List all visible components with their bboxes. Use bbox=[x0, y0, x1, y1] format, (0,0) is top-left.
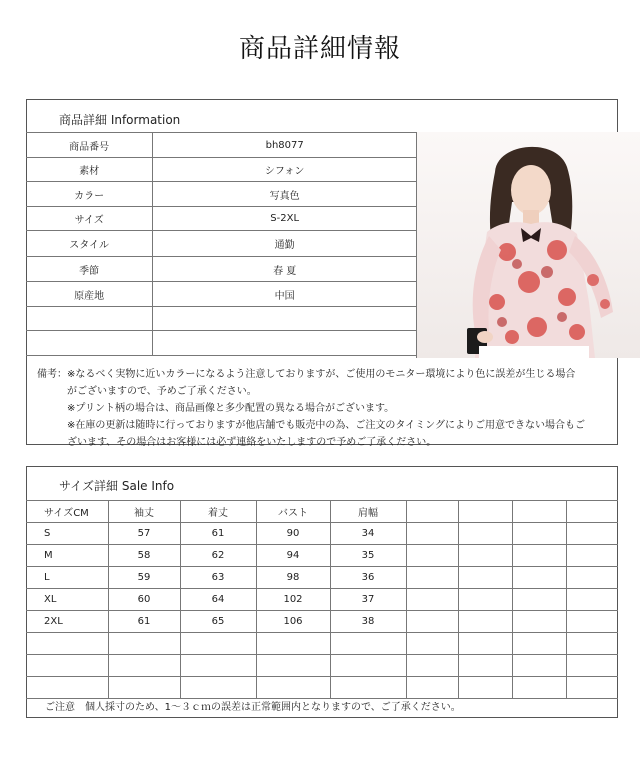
size-cell bbox=[458, 589, 512, 611]
size-cell: 60 bbox=[108, 589, 180, 611]
note-line: ※プリント柄の場合は、商品画像と多少配置の異なる場合がございます。 bbox=[37, 403, 395, 414]
size-cell bbox=[458, 611, 512, 633]
size-cell bbox=[330, 633, 406, 655]
size-header-cell bbox=[458, 501, 512, 523]
product-row-label: 素材 bbox=[26, 158, 153, 182]
size-cell bbox=[566, 589, 618, 611]
size-cell bbox=[26, 655, 108, 677]
size-cell bbox=[566, 655, 618, 677]
size-cell bbox=[512, 567, 566, 589]
product-row bbox=[26, 207, 417, 231]
size-cell bbox=[406, 567, 458, 589]
size-footnote: ご注意 個人採寸のため、1～３ｃｍの誤差は正常範囲内となりますので、ご了承ください。 bbox=[45, 702, 461, 713]
size-cell: 106 bbox=[256, 611, 330, 633]
size-cell bbox=[406, 589, 458, 611]
size-row bbox=[26, 655, 618, 677]
size-cell bbox=[108, 677, 180, 699]
product-row-value: シフォン bbox=[153, 158, 417, 182]
size-cell bbox=[566, 611, 618, 633]
size-cell: 37 bbox=[330, 589, 406, 611]
product-row bbox=[26, 231, 417, 257]
product-row bbox=[26, 158, 417, 182]
size-cell bbox=[256, 677, 330, 699]
size-cell: 102 bbox=[256, 589, 330, 611]
size-header-cell bbox=[406, 501, 458, 523]
size-cell: 59 bbox=[108, 567, 180, 589]
size-header-cell: 肩幅 bbox=[330, 501, 406, 523]
size-cell bbox=[330, 677, 406, 699]
size-row bbox=[26, 523, 618, 545]
size-cell: 65 bbox=[180, 611, 256, 633]
size-cell bbox=[26, 677, 108, 699]
size-header-cell: 着丈 bbox=[180, 501, 256, 523]
size-cell bbox=[458, 655, 512, 677]
size-cell: 61 bbox=[108, 611, 180, 633]
size-header-cell: サイズCM bbox=[26, 501, 108, 523]
size-section-title: サイズ詳細 Sale Info bbox=[59, 479, 175, 493]
page-title: 商品詳細情報 bbox=[238, 34, 401, 64]
size-row bbox=[26, 545, 618, 567]
product-section-title: 商品詳細 Information bbox=[59, 113, 181, 127]
product-row bbox=[26, 331, 417, 356]
size-cell bbox=[256, 633, 330, 655]
size-header-cell: バスト bbox=[256, 501, 330, 523]
model-photo-illustration bbox=[417, 132, 640, 358]
size-cell bbox=[180, 633, 256, 655]
product-row-label bbox=[26, 331, 153, 356]
size-cell bbox=[180, 677, 256, 699]
size-cell: 62 bbox=[180, 545, 256, 567]
size-cell: S bbox=[26, 523, 108, 545]
product-row bbox=[26, 257, 417, 282]
size-cell: 57 bbox=[108, 523, 180, 545]
size-cell bbox=[458, 545, 512, 567]
product-info-table bbox=[26, 132, 417, 356]
product-row bbox=[26, 133, 417, 158]
size-header-cell: 袖丈 bbox=[108, 501, 180, 523]
size-cell bbox=[566, 545, 618, 567]
size-cell: 64 bbox=[180, 589, 256, 611]
product-row-label: サイズ bbox=[26, 207, 153, 231]
product-row-value: S-2XL bbox=[153, 207, 417, 231]
size-cell bbox=[566, 567, 618, 589]
product-row-value: 中国 bbox=[153, 282, 417, 307]
product-row bbox=[26, 182, 417, 207]
size-row bbox=[26, 677, 618, 699]
size-cell: 36 bbox=[330, 567, 406, 589]
size-cell: 35 bbox=[330, 545, 406, 567]
product-row-value: 春 夏 bbox=[153, 257, 417, 282]
product-row-value bbox=[153, 331, 417, 356]
size-cell: XL bbox=[26, 589, 108, 611]
size-cell: 61 bbox=[180, 523, 256, 545]
size-cell bbox=[406, 545, 458, 567]
size-header-cell bbox=[566, 501, 618, 523]
size-cell bbox=[512, 633, 566, 655]
product-row-label: 商品番号 bbox=[26, 133, 153, 158]
size-cell bbox=[406, 633, 458, 655]
note-line: ※在庫の更新は随時に行っておりますが他店舗でも販売中の為、ご注文のタイミングによりご用意できない場合もご bbox=[37, 420, 585, 431]
size-row bbox=[26, 589, 618, 611]
size-cell bbox=[566, 633, 618, 655]
size-cell bbox=[512, 523, 566, 545]
size-cell bbox=[458, 633, 512, 655]
size-cell bbox=[512, 611, 566, 633]
product-row-label: 季節 bbox=[26, 257, 153, 282]
size-cell bbox=[180, 655, 256, 677]
size-header-row bbox=[26, 501, 618, 523]
product-photo bbox=[416, 132, 640, 358]
size-cell: 94 bbox=[256, 545, 330, 567]
product-row-value: 写真色 bbox=[153, 182, 417, 207]
size-cell: 58 bbox=[108, 545, 180, 567]
product-row-value: 通勤 bbox=[153, 231, 417, 257]
size-cell: L bbox=[26, 567, 108, 589]
size-row bbox=[26, 611, 618, 633]
size-cell bbox=[566, 523, 618, 545]
size-cell bbox=[406, 611, 458, 633]
product-row-value bbox=[153, 307, 417, 331]
size-cell bbox=[458, 523, 512, 545]
size-cell: 63 bbox=[180, 567, 256, 589]
note-line: 備考：※なるべく実物に近いカラーになるよう注意しておりますが、ご使用のモニター環境により色に誤差が生じる場合 bbox=[37, 369, 576, 380]
size-header-cell bbox=[512, 501, 566, 523]
size-cell bbox=[512, 677, 566, 699]
product-row-label: カラー bbox=[26, 182, 153, 207]
product-row-value: bh8077 bbox=[153, 133, 417, 158]
product-row-label: 原産地 bbox=[26, 282, 153, 307]
size-cell bbox=[256, 655, 330, 677]
note-line: がございますので、予めご了承ください。 bbox=[37, 386, 257, 397]
size-cell: 38 bbox=[330, 611, 406, 633]
size-cell bbox=[512, 655, 566, 677]
product-row-label bbox=[26, 307, 153, 331]
size-cell: 90 bbox=[256, 523, 330, 545]
size-table bbox=[26, 500, 618, 699]
size-row bbox=[26, 567, 618, 589]
size-cell: M bbox=[26, 545, 108, 567]
size-cell bbox=[512, 589, 566, 611]
size-cell: 2XL bbox=[26, 611, 108, 633]
size-info-panel bbox=[26, 466, 618, 718]
notes bbox=[37, 366, 609, 451]
size-cell bbox=[26, 633, 108, 655]
size-cell bbox=[406, 677, 458, 699]
size-cell bbox=[458, 677, 512, 699]
size-cell bbox=[330, 655, 406, 677]
size-cell bbox=[406, 655, 458, 677]
size-cell: 98 bbox=[256, 567, 330, 589]
size-cell bbox=[108, 655, 180, 677]
size-row bbox=[26, 633, 618, 655]
product-row bbox=[26, 307, 417, 331]
size-cell bbox=[458, 567, 512, 589]
size-cell bbox=[108, 633, 180, 655]
size-cell bbox=[406, 523, 458, 545]
product-row bbox=[26, 282, 417, 307]
size-cell: 34 bbox=[330, 523, 406, 545]
product-row-label: スタイル bbox=[26, 231, 153, 257]
size-cell bbox=[566, 677, 618, 699]
note-line: ざいます、その場合はお客様には必ず連絡をいたしますので予めご了承ください。 bbox=[37, 437, 437, 448]
size-cell bbox=[512, 545, 566, 567]
product-info-panel bbox=[26, 99, 618, 448]
